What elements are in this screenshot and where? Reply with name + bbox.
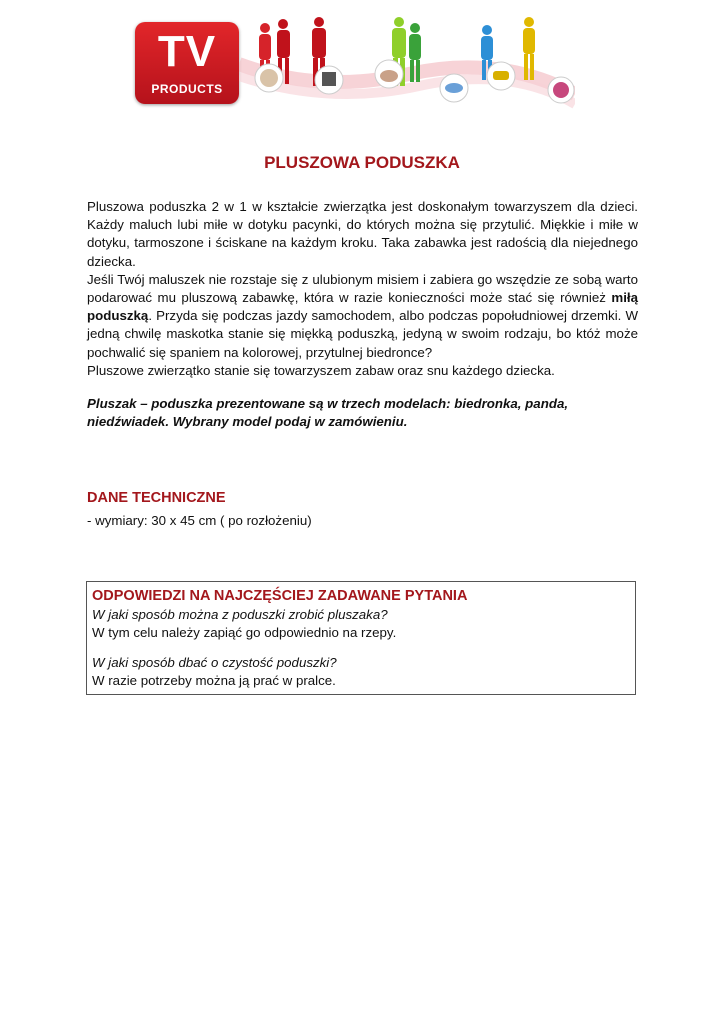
faq-heading: ODPOWIEDZI NA NAJCZĘŚCIEJ ZADAWANE PYTANIA — [92, 588, 468, 604]
paragraph-3 — [87, 362, 638, 380]
logo-text-tv: TV — [157, 27, 217, 76]
header-banner — [135, 14, 575, 110]
paragraph-1-text: Pluszowa poduszka 2 w 1 w kształcie zwierzątka jest doskonałym towarzyszem dla dzieci. Każdy maluch lubi miłe w dotyku pacynki, do których można się przytulić. Miękkie i miłe w dotyku, tarmoszone i ściskane na każdym kroku. Taka zabawka jest radością dla niejednego dziecka. — [87, 199, 638, 269]
faq-answer-1: W tym celu należy zapiąć go odpowiednio na rzepy. — [92, 625, 397, 640]
paragraph-2-bold-phrase: miłą poduszką — [87, 290, 638, 324]
faq-answer-2: W razie potrzeby można ją prać w pralce. — [92, 673, 336, 688]
paragraph-2-text-a: Jeśli Twój maluszek nie rozstaje się z ulubionym misiem i zabiera go wszędzie ze sobą warto podarować mu pluszową zabawkę, która w razie konieczności może stać się również — [87, 271, 638, 306]
faq-question-2: W jaki sposób dbać o czystość poduszki? — [92, 655, 337, 670]
logo-text-products: PRODUCTS — [151, 82, 223, 96]
specs-heading: DANE TECHNICZNE — [87, 490, 226, 506]
page-title: PLUSZOWA PODUSZKA — [264, 153, 460, 172]
paragraph-3-text: Pluszowe zwierzątko stanie się towarzyszem zabaw oraz snu każdego dziecka. — [87, 362, 555, 378]
paragraph-2 — [87, 271, 638, 362]
spec-dimensions: - wymiary: 30 x 45 cm ( po rozłożeniu) — [87, 513, 312, 528]
tv-products-logo — [135, 22, 239, 104]
banner-people-products-graphic — [239, 14, 575, 110]
faq-question-1: W jaki sposób można z poduszki zrobić pluszaka? — [92, 607, 388, 622]
models-note: Pluszak – poduszka prezentowane są w trzech modelach: biedronka, panda, niedźwiadek. Wybrany model podaj w zamówieniu. — [87, 396, 569, 430]
faq-box — [86, 581, 636, 695]
paragraph-1 — [87, 198, 638, 271]
description-body — [87, 198, 638, 380]
paragraph-2-text-b: . Przyda się podczas jazdy samochodem, albo podczas popołudniowej drzemki. W jedną chwilę maskotka stanie się miękką poduszką, jedyną w swoim rodzaju, bo któż może pochwalić się spaniem na kolorowej, przytulnej biedronce? — [87, 308, 638, 360]
